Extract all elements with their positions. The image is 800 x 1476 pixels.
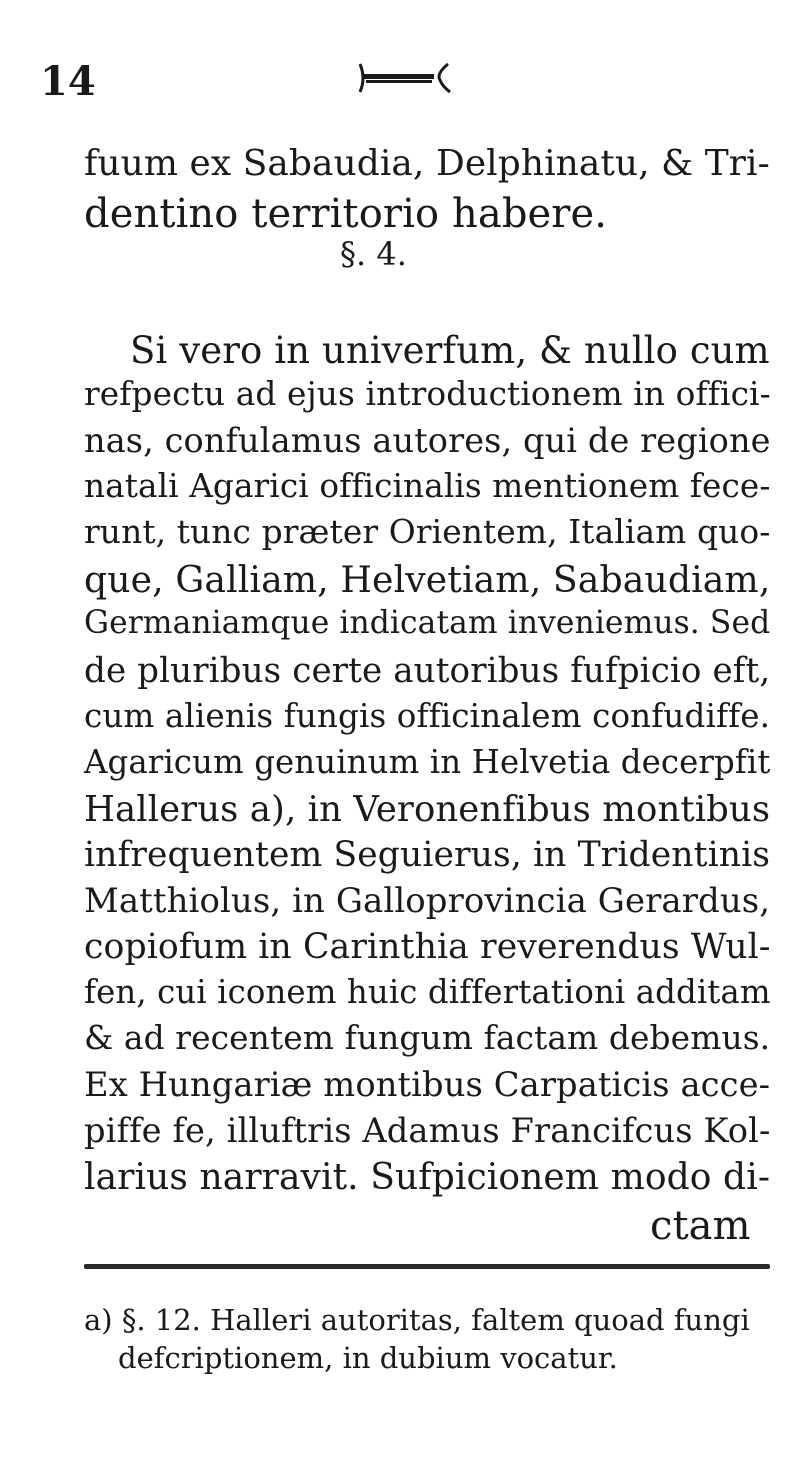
text-line: Germaniamque indicatam inveniemus. Sed: [84, 605, 771, 641]
text-line: de pluribus certe autoribus fufpicio eft,: [84, 651, 771, 691]
text-line: infrequentem Seguierus, in Tridentinis: [84, 835, 771, 875]
text-line: runt, tunc præter Orientem, Italiam quo-: [84, 512, 771, 551]
text-line: dentino territorio habere.: [84, 191, 608, 237]
text-line: fuum ex Sabaudia, Delphinatu, & Tri-: [84, 143, 770, 184]
text-line: Matthiolus, in Galloprovincia Gerardus,: [84, 881, 771, 920]
text-line: piffe fe, illuftris Adamus Francifcus Kol-: [84, 1111, 771, 1150]
text-line: ctam: [650, 1203, 751, 1249]
ornament-icon: [356, 60, 456, 96]
text-line: larius narravit. Sufpicionem modo di-: [84, 1157, 771, 1198]
text-line: que, Galliam, Helvetiam, Sabaudiam,: [84, 558, 771, 601]
footnote-rule: [84, 1264, 770, 1269]
footnote-line: defcriptionem, in dubium vocatur.: [118, 1341, 618, 1375]
text-line: natali Agarici officinalis mentionem fece-: [84, 467, 771, 505]
page-number: 14: [40, 58, 96, 105]
text-line: Agaricum genuinum in Helvetia decerpfit: [84, 743, 771, 781]
text-line: nas, confulamus autores, qui de regione: [84, 421, 771, 460]
text-line: Hallerus a), in Veronenfibus montibus: [84, 789, 771, 830]
text-line: refpectu ad ejus introductionem in offici-: [84, 375, 771, 413]
text-line: Ex Hungariæ montibus Carpaticis acce-: [84, 1065, 771, 1104]
text-line: cum alienis fungis officinalem confudiffe.: [84, 697, 771, 735]
text-line: copiofum in Carinthia reverendus Wul-: [84, 927, 771, 967]
text-line: Si vero in univerfum, & nullo cum: [130, 329, 770, 372]
section-heading: §. 4.: [340, 235, 407, 273]
text-line: & ad recentem fungum factam debemus.: [84, 1018, 771, 1057]
text-line: fen, cui iconem huic differtationi additam: [84, 973, 771, 1011]
footnote-line: a) §. 12. Halleri autoritas, faltem quoad fungi: [84, 1303, 750, 1337]
